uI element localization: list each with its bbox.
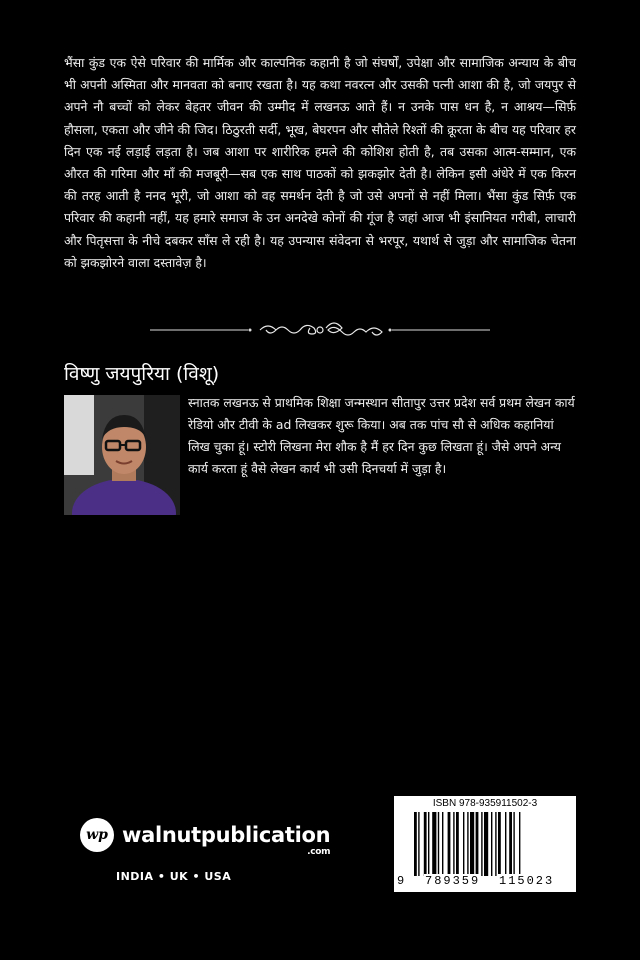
book-blurb: भैंसा कुंड एक ऐसे परिवार की मार्मिक और काल्पनिक कहानी है जो संघर्षों, उपेक्षा और सामाजिक अन्याय के बीच भी अपनी अस्मिता और मानवता को बनाए रखता है। यह कथा नवरत्न और उसकी पत्नी आशा की है, जो जयपुर से अपने नौ बच्चों को लेकर बेहतर जीवन की उम्मीद में लखनऊ आते हैं। न उनके पास धन है, न आश्रय—सिर्फ़ हौसला, एकता और जीने की जिद। ठिठुरती सर्दी, भूख, बेघरपन और सौतेले रिश्तों की क्रूरता के बीच यह परिवार हर दिन एक नई लड़ाई लड़ता है। जब आशा पर शारीरिक हमले की कोशिश होती है, तब उसका आत्म-सम्मान, एक औरत की गरिमा और माँ की मजबूरी—सब एक साथ पाठकों को झकझोर देती है। लेकिन इसी अंधेरे में एक किरन की तरह आती है ननद भूरी, जो आशा को वह समर्थन देती है जो उसे अपनों से नहीं मिला। भैंसा कुंड सिर्फ़ एक परिवार की कहानी नहीं, यह हमारे समाज के उन अनदेखे कोनों की गूंज है जहां आज भी इंसानियत गरीबी, लाचारी और पितृसत्ता के नीचे दबकर साँस ले रही है। यह उपन्यास संवेदना से भरपूर, यथार्थ से जुड़ा और सामाजिक चेतना को झकझोरने वाला दस्तावेज़ है। bbox=[64, 55, 576, 270]
publisher-domain: .com bbox=[307, 847, 331, 857]
barcode-bar bbox=[467, 812, 468, 876]
publisher-name: walnutpublication bbox=[122, 823, 331, 847]
barcode-bar bbox=[442, 812, 443, 876]
walnut-logo-icon bbox=[80, 818, 114, 852]
barcode-bar bbox=[470, 812, 474, 876]
barcode-bar bbox=[484, 812, 488, 876]
barcode-bar bbox=[456, 812, 459, 876]
barcode-bar bbox=[418, 812, 419, 876]
barcode-digit-group1: 789359 bbox=[425, 874, 481, 888]
barcode-bar bbox=[509, 812, 512, 876]
barcode-bar bbox=[448, 812, 451, 876]
isbn-label: ISBN 978-935911502-3 bbox=[432, 798, 538, 809]
barcode-bar bbox=[438, 812, 439, 876]
author-photo bbox=[64, 395, 180, 515]
barcode-bar bbox=[463, 812, 464, 876]
publisher-regions: INDIA • UK • USA bbox=[116, 870, 232, 883]
barcode-bar bbox=[428, 812, 429, 876]
barcode-digit-group2: 115023 bbox=[499, 874, 555, 888]
barcode-bar bbox=[424, 812, 427, 876]
publisher-name-wrap bbox=[122, 823, 331, 857]
barcode-bar bbox=[453, 812, 454, 876]
barcode-bar bbox=[519, 812, 520, 876]
publisher-logo bbox=[80, 818, 330, 883]
logo-mark: wp bbox=[86, 827, 108, 843]
author-name: विष्णु जयपुरिया (विशू) bbox=[64, 363, 220, 385]
barcode-digit-lead: 9 bbox=[397, 874, 405, 888]
barcode-bar bbox=[491, 812, 492, 876]
barcode-bar bbox=[432, 812, 436, 876]
barcode-bar bbox=[505, 812, 506, 876]
author-bio: स्नातक लखनऊ से प्राथमिक शिक्षा जन्मस्थान सीतापुर उत्तर प्रदेश सर्व प्रथम लेखन कार्य रेडियो और टीवी के ad लिखकर शुरू किया। अब तक पांच सौ से अधिक कहानियां लिख चुका हूं। स्टोरी लिखना मेरा शौक है मैं हर दिन कुछ लिखता हूं। जैसे अपने अन्य कार्य करता हूं वैसे लेखन कार्य भी उसी दिनचर्या में जुड़ा है। bbox=[188, 395, 575, 476]
barcode-bars bbox=[400, 812, 570, 876]
barcode-bar bbox=[495, 812, 496, 876]
ornamental-divider bbox=[150, 318, 490, 342]
barcode-bar bbox=[513, 812, 514, 876]
barcode-bar bbox=[498, 812, 501, 876]
barcode-bar bbox=[414, 812, 417, 876]
isbn-barcode bbox=[394, 796, 576, 892]
barcode-bar bbox=[481, 812, 482, 876]
barcode-bar bbox=[476, 812, 479, 876]
